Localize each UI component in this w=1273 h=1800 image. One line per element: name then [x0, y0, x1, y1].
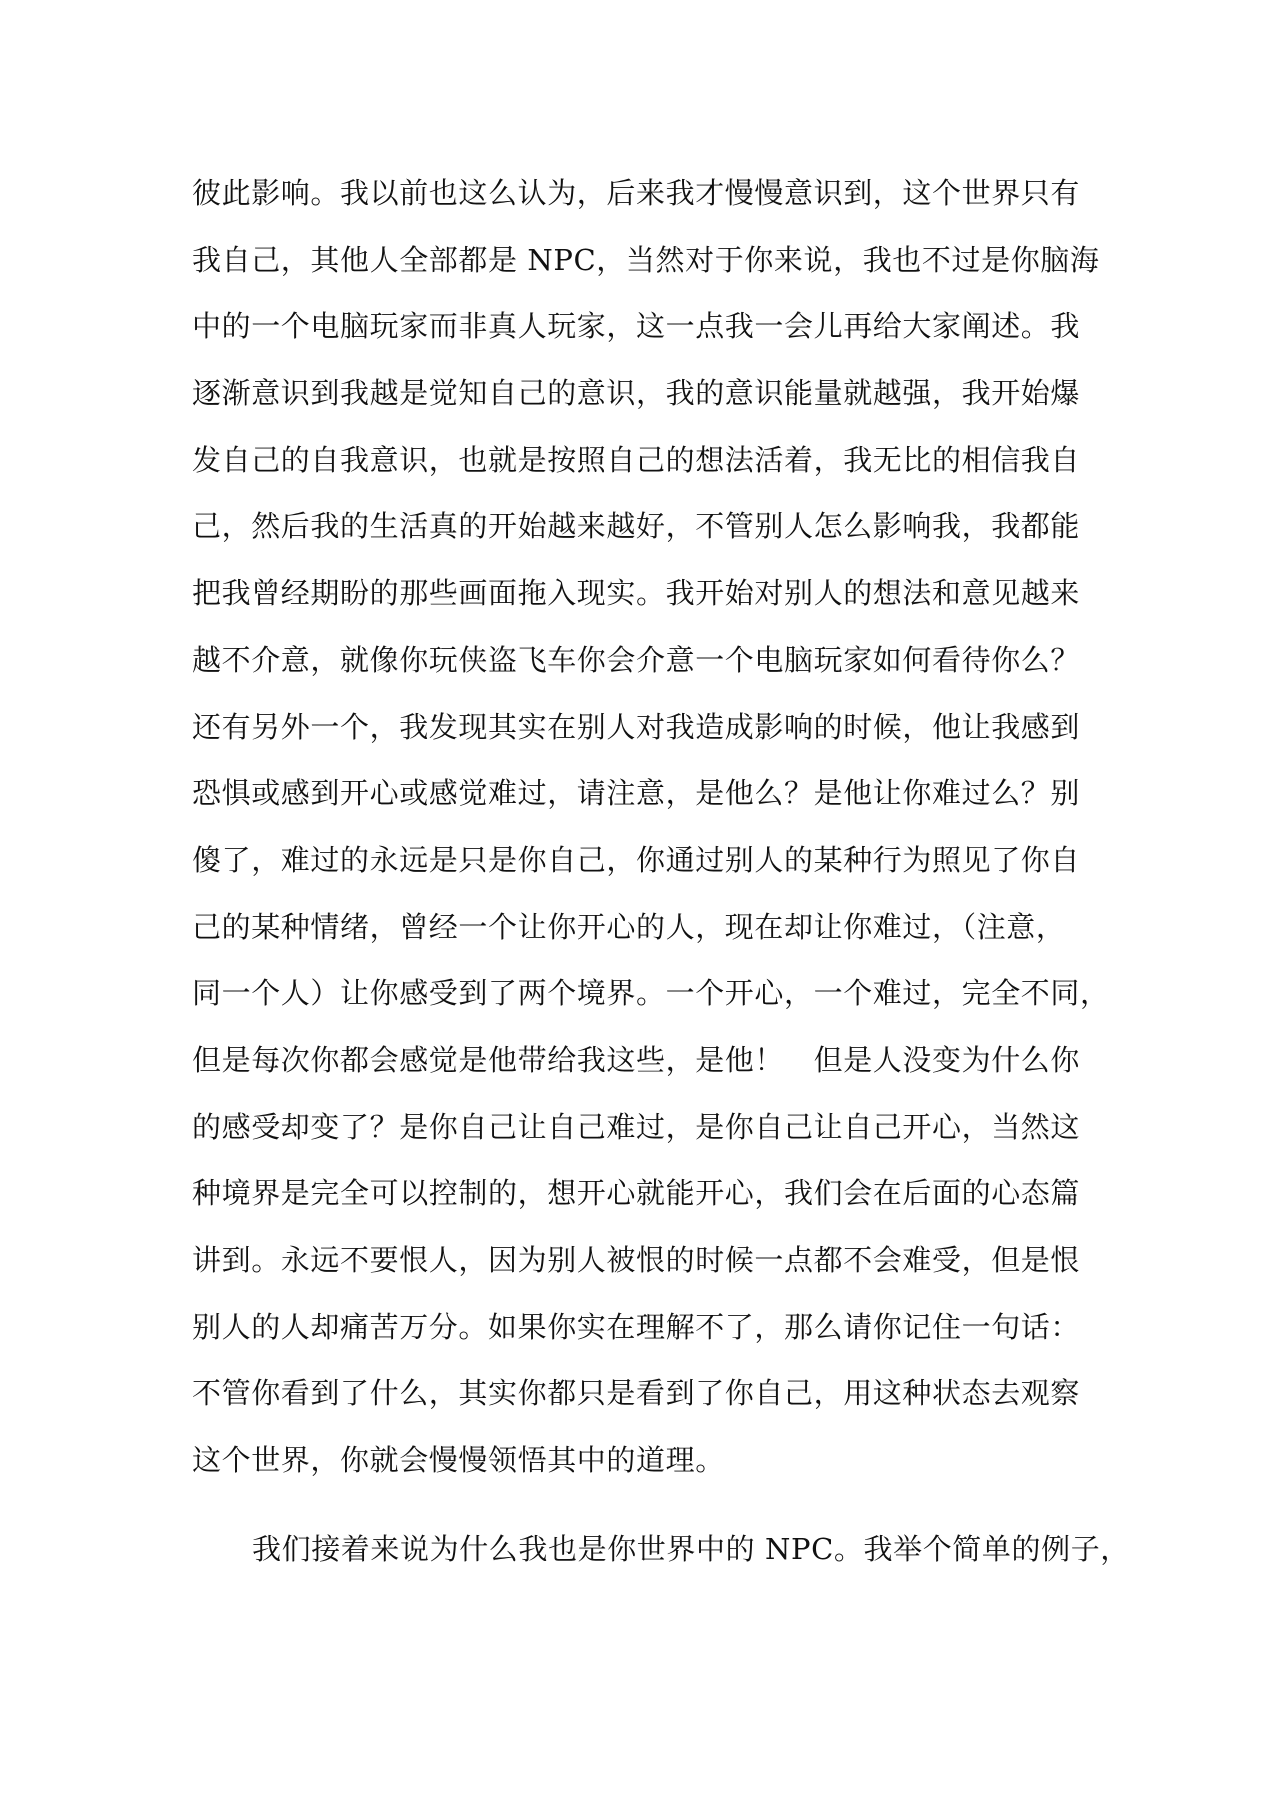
text-line: 的感受却变了？是你自己让自己难过，是你自己让自己开心，当然这 — [192, 1109, 1081, 1144]
text-line: 发自己的自我意识，也就是按照自己的想法活着，我无比的相信我自 — [192, 442, 1081, 477]
text-line: 己的某种情绪，曾经一个让你开心的人，现在却让你难过，（注意， — [192, 909, 1066, 944]
text-line: 彼此影响。我以前也这么认为，后来我才慢慢意识到，这个世界只有 — [192, 176, 1081, 210]
text-line: 己，然后我的生活真的开始越来越好，不管别人怎么影响我，我都能 — [192, 509, 1081, 544]
text-line: 我自己，其他人全部都是 NPC，当然对于你来说，我也不过是你脑海 — [192, 242, 1100, 277]
text-line: 但是每次你都会感觉是他带给我这些，是他！ 但是人没变为什么你 — [192, 1042, 1081, 1077]
text-line: 傻了，难过的永远是只是你自己，你通过别人的某种行为照见了你自 — [192, 842, 1081, 877]
paragraph-1 — [192, 160, 1110, 1494]
text-line: 越不介意，就像你玩侠盗飞车你会介意一个电脑玩家如何看待你么？ — [192, 642, 1081, 677]
text-line: 把我曾经期盼的那些画面拖入现实。我开始对别人的想法和意见越来 — [192, 576, 1081, 611]
text-line: 讲到。永远不要恨人，因为别人被恨的时候一点都不会难受，但是恨 — [192, 1243, 1081, 1277]
text-line: 种境界是完全可以控制的，想开心就能开心，我们会在后面的心态篇 — [192, 1176, 1081, 1211]
text-line: 恐惧或感到开心或感觉难过，请注意，是他么？是他让你难过么？别 — [192, 776, 1081, 811]
paragraph-2 — [252, 1516, 1130, 1583]
text-line: 我们接着来说为什么我也是你世界中的 NPC。我举个简单的例子， — [252, 1532, 1130, 1566]
text-line: 中的一个电脑玩家而非真人玩家，这一点我一会儿再给大家阐述。我 — [192, 309, 1081, 344]
text-line: 这个世界，你就会慢慢领悟其中的道理。 — [192, 1443, 725, 1478]
text-line: 不管你看到了什么，其实你都只是看到了你自己，用这种状态去观察 — [192, 1376, 1081, 1411]
text-line: 还有另外一个，我发现其实在别人对我造成影响的时候，他让我感到 — [192, 709, 1081, 744]
text-line: 同一个人）让你感受到了两个境界。一个开心，一个难过，完全不同， — [192, 976, 1110, 1011]
text-line: 别人的人却痛苦万分。如果你实在理解不了，那么请你记住一句话： — [192, 1309, 1081, 1344]
text-line: 逐渐意识到我越是觉知自己的意识，我的意识能量就越强，我开始爆 — [192, 376, 1081, 411]
